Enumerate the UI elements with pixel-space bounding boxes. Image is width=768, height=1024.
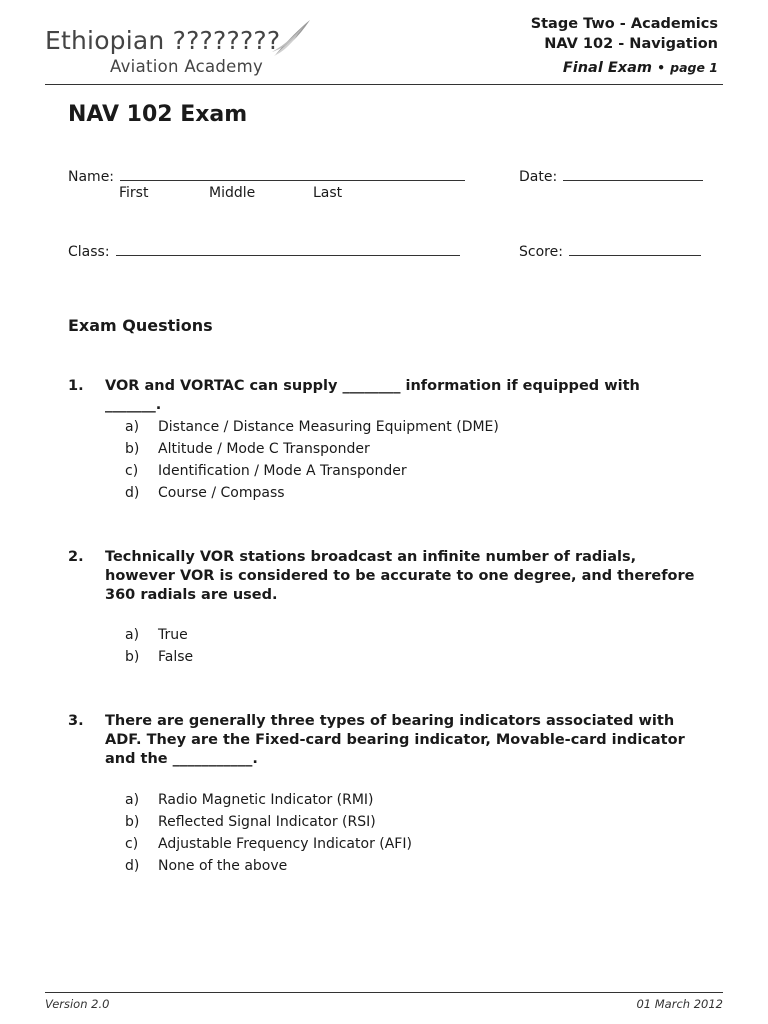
exam-label: Final Exam xyxy=(562,60,653,76)
question-3 xyxy=(68,712,700,769)
option-b[interactable] xyxy=(125,811,412,833)
option-text: True xyxy=(158,627,188,643)
version-label: Version 2.0 xyxy=(45,997,110,1011)
option-text: Identification / Mode A Transponder xyxy=(158,463,407,479)
section-title: Exam Questions xyxy=(68,316,213,335)
bullet-separator: • xyxy=(657,60,666,75)
class-label: Class: xyxy=(68,244,110,260)
score-line[interactable] xyxy=(569,241,701,256)
option-d[interactable] xyxy=(125,482,499,504)
option-d[interactable] xyxy=(125,855,412,877)
question-1-options xyxy=(125,416,499,504)
name-field[interactable] xyxy=(68,166,465,185)
option-letter: d) xyxy=(125,485,140,501)
date-line[interactable] xyxy=(563,166,703,181)
option-letter: c) xyxy=(125,836,139,852)
option-text: Adjustable Frequency Indicator (AFI) xyxy=(158,836,412,852)
first-label: First xyxy=(119,185,149,201)
score-label: Score: xyxy=(519,244,563,260)
footer-divider xyxy=(45,992,723,993)
option-a[interactable] xyxy=(125,416,499,438)
wing-logo-icon xyxy=(270,18,312,58)
option-letter: a) xyxy=(125,419,140,435)
option-a[interactable] xyxy=(125,789,412,811)
option-text: Course / Compass xyxy=(158,485,285,501)
option-text: Reflected Signal Indicator (RSI) xyxy=(158,814,376,830)
question-number: 3. xyxy=(68,713,84,729)
exam-page-label xyxy=(563,60,718,76)
question-text: There are generally three types of bearing indicators associated with ADF. They are the Fixed-card bearing indicator, Movable-card indicator and the ___________. xyxy=(105,713,685,767)
date-field[interactable] xyxy=(519,166,703,185)
stage-label: Stage Two - Academics xyxy=(530,16,718,32)
class-field[interactable] xyxy=(68,241,460,260)
option-text: Altitude / Mode C Transponder xyxy=(158,441,370,457)
footer-date: 01 March 2012 xyxy=(636,997,723,1011)
name-label: Name: xyxy=(68,169,115,185)
page-number: page 1 xyxy=(670,60,718,75)
option-text: None of the above xyxy=(158,858,288,874)
option-text: False xyxy=(158,649,194,665)
question-number: 2. xyxy=(68,549,84,565)
date-label: Date: xyxy=(519,169,558,185)
page-title: NAV 102 Exam xyxy=(68,102,248,127)
question-1 xyxy=(68,377,700,415)
option-letter: c) xyxy=(125,463,139,479)
option-a[interactable] xyxy=(125,624,193,646)
option-text: Radio Magnetic Indicator (RMI) xyxy=(158,792,374,808)
option-letter: b) xyxy=(125,649,140,665)
option-letter: a) xyxy=(125,792,140,808)
question-2 xyxy=(68,548,700,605)
option-letter: b) xyxy=(125,814,140,830)
question-number: 1. xyxy=(68,378,84,394)
name-line[interactable] xyxy=(120,166,465,181)
logo-wordmark: Ethiopian ???????? xyxy=(45,26,281,55)
question-2-options xyxy=(125,624,193,668)
question-text: VOR and VORTAC can supply ________ information if equipped with _______. xyxy=(105,378,640,413)
option-letter: b) xyxy=(125,441,140,457)
option-c[interactable] xyxy=(125,833,412,855)
question-3-options xyxy=(125,789,412,877)
option-letter: d) xyxy=(125,858,140,874)
option-b[interactable] xyxy=(125,646,193,668)
header-divider xyxy=(45,84,723,85)
middle-label: Middle xyxy=(209,185,256,201)
option-b[interactable] xyxy=(125,438,499,460)
logo-subtitle: Aviation Academy xyxy=(110,57,264,76)
option-text: Distance / Distance Measuring Equipment (DME) xyxy=(158,419,499,435)
option-letter: a) xyxy=(125,627,140,643)
class-line[interactable] xyxy=(116,241,460,256)
question-text: Technically VOR stations broadcast an infinite number of radials, however VOR is considered to be accurate to one degree, and therefore 360 radials are used. xyxy=(105,549,695,603)
option-c[interactable] xyxy=(125,460,499,482)
last-label: Last xyxy=(313,185,343,201)
score-field[interactable] xyxy=(519,241,701,260)
course-label: NAV 102 - Navigation xyxy=(544,36,718,52)
